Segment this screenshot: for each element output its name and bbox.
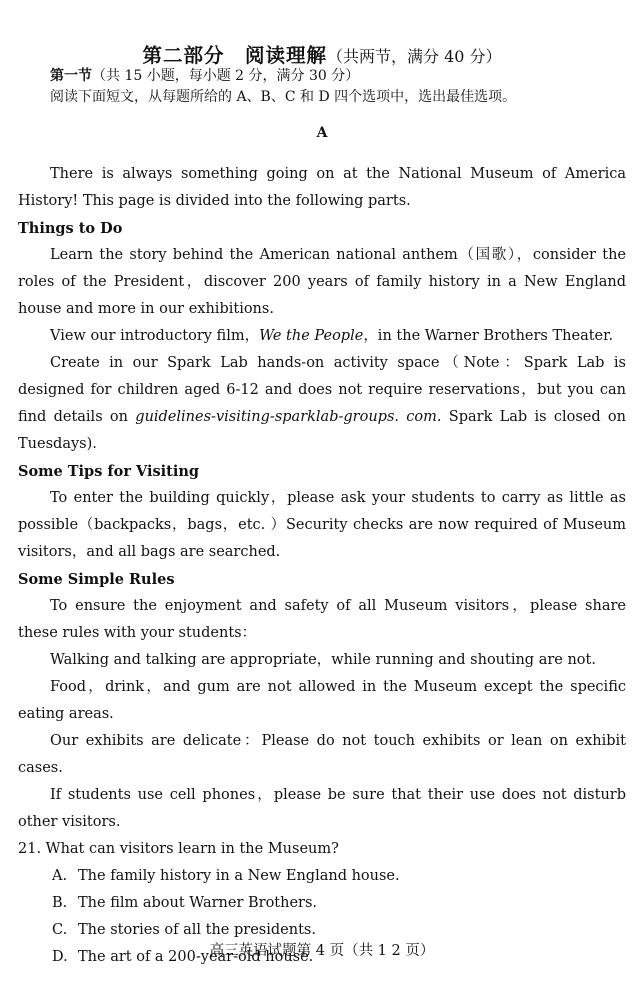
- section-name: 第一节: [50, 68, 92, 84]
- option-text: The art of a 200-year-old house.: [78, 949, 314, 965]
- rules-paragraph-4: Our exhibits are delicate：Please do not touch exhibits or lean on exhibit cases.: [18, 733, 626, 776]
- option-text: The stories of all the presidents.: [78, 922, 316, 938]
- things-p2-start: View our introductory film，: [50, 328, 260, 344]
- option-text: The family history in a New England house.: [78, 868, 400, 884]
- option-b[interactable]: [18, 890, 626, 917]
- rules-paragraph-1: To ensure the enjoyment and safety of all Museum visitors，please share these rules with your students：: [18, 598, 626, 641]
- heading-rules: Some Simple Rules: [18, 571, 175, 588]
- heading-things-to-do: Things to Do: [18, 220, 123, 237]
- things-p3-start: Create in our Spark Lab hands-on activity space（Note：Spark Lab is designed for children aged 6-12 and does not require reservations，but you can find details on: [18, 355, 626, 425]
- option-letter: A.: [52, 868, 68, 884]
- part-title-text: 第二部分 阅读理解: [142, 44, 327, 67]
- section-note: （共 15 小题，每小题 2 分，满分 30 分）: [92, 68, 360, 84]
- spark-lab-url: guidelines-visiting-sparklab-groups. com.: [135, 409, 442, 425]
- film-title: We the People: [259, 328, 364, 344]
- option-letter: D.: [52, 949, 68, 965]
- things-paragraph-2: [18, 323, 626, 350]
- rules-paragraph-2: Walking and talking are appropriate，while running and shouting are not.: [50, 652, 596, 668]
- passage-intro: There is always something going on at the National Museum of America History! This page is divided into the following parts.: [18, 166, 626, 209]
- things-paragraph-3: [18, 350, 626, 458]
- option-a[interactable]: [18, 863, 626, 890]
- option-text: The film about Warner Brothers.: [78, 895, 318, 911]
- things-p3-end: Spark Lab is closed on Tuesdays).: [18, 409, 627, 452]
- part-title-note: （共两节，满分 40 分）: [326, 47, 502, 66]
- things-paragraph-1: Learn the story behind the American national anthem（国歌），consider the roles of the President，discover 200 years of family history in a New England house and more in our exhibitions.: [18, 247, 626, 317]
- passage-letter: A: [316, 125, 328, 141]
- tips-paragraph-1: To enter the building quickly，please ask your students to carry as little as possible（backpacks，bags，etc. ）Security checks are now required of Museum visitors，and all bags are searched.: [18, 490, 626, 560]
- rules-paragraph-5: If students use cell phones，please be sure that their use does not disturb other visitors.: [18, 787, 626, 830]
- option-letter: B.: [52, 895, 68, 911]
- question-stem: 21. What can visitors learn in the Museum?: [18, 841, 339, 857]
- option-letter: C.: [52, 922, 68, 938]
- section-instruction: 阅读下面短文，从每题所给的 A、B、C 和 D 四个选项中，选出最佳选项。: [50, 89, 517, 105]
- passage-body: [18, 161, 626, 836]
- part-title: [18, 0, 626, 66]
- section-line: [50, 66, 626, 87]
- things-p2-end: ，in the Warner Brothers Theater.: [363, 328, 614, 344]
- section-intro: [18, 66, 626, 108]
- heading-tips: Some Tips for Visiting: [18, 463, 200, 480]
- rules-paragraph-3: Food，drink，and gum are not allowed in the Museum except the specific eating areas.: [18, 679, 626, 722]
- page-footer: 高三英语试题第 4 页（共 1 2 页）: [209, 943, 435, 959]
